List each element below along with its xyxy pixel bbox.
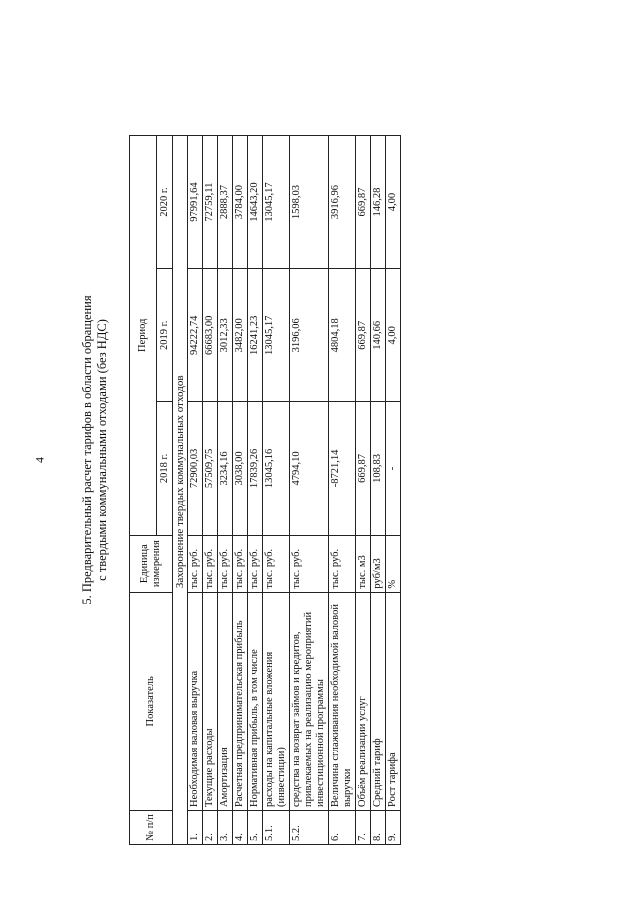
- row-unit: тыс. руб.: [329, 535, 356, 592]
- row-indicator: Амортизация: [218, 592, 233, 810]
- header-year-2019: 2019 г.: [157, 269, 173, 402]
- section-title: Захоронение твердых коммунальных отходов: [173, 136, 188, 593]
- row-value-2018: 4794,10: [290, 402, 329, 535]
- section-spacer: [173, 592, 188, 844]
- row-num: 7.: [356, 810, 371, 844]
- header-num: № п/п: [130, 810, 173, 844]
- title-line-1: 5. Предварительный расчет тарифов в области обращения: [80, 295, 94, 605]
- section-row: [173, 136, 188, 845]
- row-value-2020: 669,87: [356, 136, 371, 269]
- row-num: 9.: [386, 810, 401, 844]
- row-unit: тыс. руб.: [263, 535, 290, 592]
- header-period: Период: [130, 136, 157, 536]
- row-value-2019: 3482,00: [233, 269, 248, 402]
- table-row: [329, 136, 356, 845]
- table-row: [290, 136, 329, 845]
- page-number: 4: [32, 457, 47, 463]
- row-num: 5.: [248, 810, 263, 844]
- row-value-2019: 66683,00: [203, 269, 218, 402]
- row-unit: тыс. руб.: [248, 535, 263, 592]
- title-line-2: с твердыми коммунальными отходами (без НДС): [95, 319, 109, 581]
- row-value-2018: 669,87: [356, 402, 371, 535]
- row-num: 4.: [233, 810, 248, 844]
- header-year-2020: 2020 г.: [157, 136, 173, 269]
- row-value-2019: 13045,17: [263, 269, 290, 402]
- table-row: [203, 136, 218, 845]
- table-row: [371, 136, 386, 845]
- row-value-2018: 57509,75: [203, 402, 218, 535]
- row-value-2018: -: [386, 402, 401, 535]
- row-value-2020: 97991,64: [188, 136, 203, 269]
- row-value-2020: 14643,20: [248, 136, 263, 269]
- row-value-2019: 16241,23: [248, 269, 263, 402]
- table-row: [263, 136, 290, 845]
- row-unit: тыс. м3: [356, 535, 371, 592]
- table-row: [386, 136, 401, 845]
- row-value-2020: 1598,03: [290, 136, 329, 269]
- row-num: 6.: [329, 810, 356, 844]
- row-indicator: Объём реализации услуг: [356, 592, 371, 810]
- row-indicator: Текущие расходы: [203, 592, 218, 810]
- row-value-2018: 13045,16: [263, 402, 290, 535]
- row-value-2019: 140,66: [371, 269, 386, 402]
- row-num: 3.: [218, 810, 233, 844]
- row-value-2018: 3234,16: [218, 402, 233, 535]
- table-row: [356, 136, 371, 845]
- header-unit: Единица измерения: [130, 535, 173, 592]
- row-value-2019: 94222,74: [188, 269, 203, 402]
- table-row: [188, 136, 203, 845]
- row-value-2018: 3038,00: [233, 402, 248, 535]
- table-row: [218, 136, 233, 845]
- row-value-2020: 3916,96: [329, 136, 356, 269]
- row-indicator: Величина сглаживания необходимой валовой выручки: [329, 592, 356, 810]
- row-num: 8.: [371, 810, 386, 844]
- row-unit: тыс. руб.: [233, 535, 248, 592]
- row-value-2019: 3196,06: [290, 269, 329, 402]
- row-value-2019: 4804,18: [329, 269, 356, 402]
- row-indicator: Расчетная предпринимательская прибыль: [233, 592, 248, 810]
- row-unit: тыс. руб.: [290, 535, 329, 592]
- row-value-2018: 72900,03: [188, 402, 203, 535]
- row-num: 5.1.: [263, 810, 290, 844]
- row-value-2020: 2888,37: [218, 136, 233, 269]
- row-unit: %: [386, 535, 401, 592]
- row-value-2020: 13045,17: [263, 136, 290, 269]
- row-indicator: Рост тарифа: [386, 592, 401, 810]
- row-unit: тыс. руб.: [218, 535, 233, 592]
- row-indicator: Необходимая валовая выручка: [188, 592, 203, 810]
- row-value-2020: 4,00: [386, 136, 401, 269]
- row-num: 5.2.: [290, 810, 329, 844]
- table-row: [248, 136, 263, 845]
- row-value-2019: 669,87: [356, 269, 371, 402]
- row-value-2019: 3012,33: [218, 269, 233, 402]
- document-title: [80, 55, 110, 845]
- row-value-2018: 17839,26: [248, 402, 263, 535]
- table-row: [233, 136, 248, 845]
- header-indicator: Показатель: [130, 592, 173, 810]
- header-row: [130, 136, 157, 845]
- row-indicator: Средний тариф: [371, 592, 386, 810]
- row-value-2018: 108,83: [371, 402, 386, 535]
- row-value-2020: 146,28: [371, 136, 386, 269]
- row-unit: тыс. руб.: [188, 535, 203, 592]
- row-indicator: Нормативная прибыль, в том числе: [248, 592, 263, 810]
- row-unit: руб/м3: [371, 535, 386, 592]
- tariff-table: [129, 135, 401, 845]
- header-year-2018: 2018 г.: [157, 402, 173, 535]
- rotated-content: [80, 55, 540, 845]
- row-num: 1.: [188, 810, 203, 844]
- row-num: 2.: [203, 810, 218, 844]
- row-indicator: средства на возврат займов и кредитов, привлекаемых на реализацию мероприятий инвестиционной программы: [290, 592, 329, 810]
- row-value-2019: 4,00: [386, 269, 401, 402]
- row-value-2018: -8721,14: [329, 402, 356, 535]
- row-value-2020: 3784,00: [233, 136, 248, 269]
- row-unit: тыс. руб.: [203, 535, 218, 592]
- row-value-2020: 72759,11: [203, 136, 218, 269]
- row-indicator: расходы на капитальные вложения (инвестиции): [263, 592, 290, 810]
- table-body: [188, 136, 401, 845]
